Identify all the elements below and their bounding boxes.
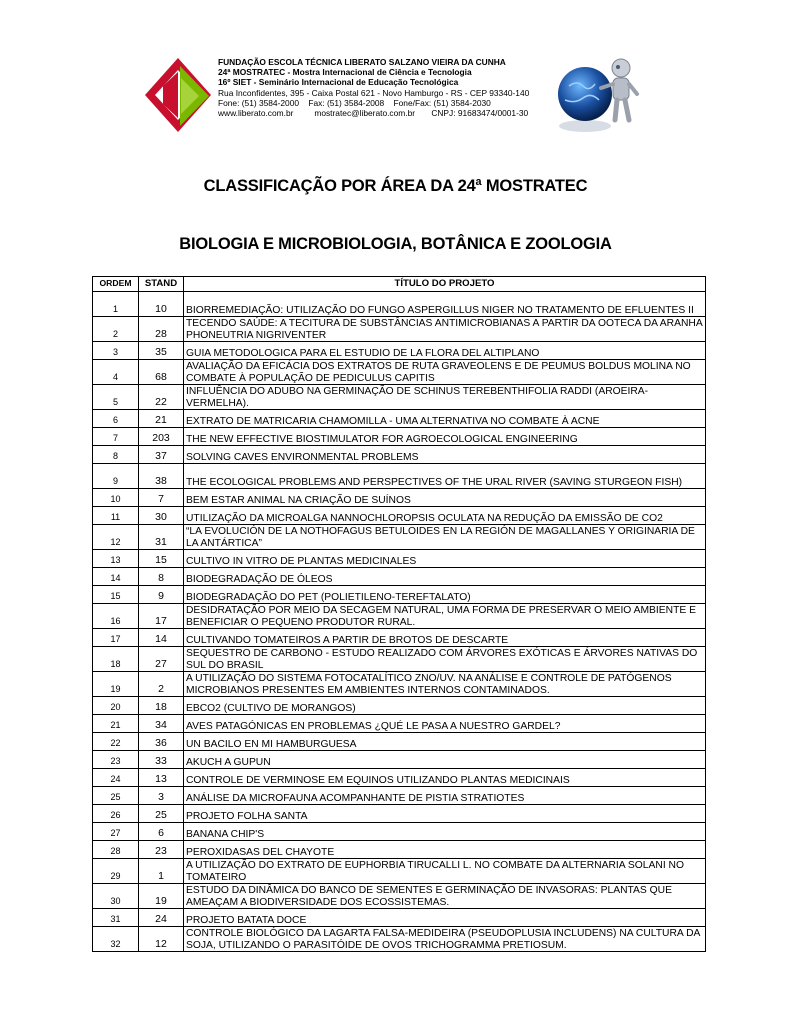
stand-cell: 36 xyxy=(139,733,184,751)
ordem-cell: 24 xyxy=(93,769,139,787)
ordem-cell: 27 xyxy=(93,823,139,841)
title-cell: GUIA METODOLOGICA PARA EL ESTUDIO DE LA FLORA DEL ALTIPLANO xyxy=(184,342,706,360)
ordem-cell: 18 xyxy=(93,647,139,672)
address: Rua Inconfidentes, 395 - Caixa Postal 621 - Novo Hamburgo - RS - CEP 93340-140 xyxy=(218,87,530,98)
table-row xyxy=(93,769,706,787)
ordem-cell: 13 xyxy=(93,550,139,568)
ordem-cell: 7 xyxy=(93,428,139,446)
ordem-cell: 6 xyxy=(93,410,139,428)
table-row xyxy=(93,672,706,697)
ordem-cell: 20 xyxy=(93,697,139,715)
title-cell: PROJETO FOLHA SANTA xyxy=(184,805,706,823)
stand-cell: 1 xyxy=(139,859,184,884)
phone: Fone: (51) 3584-2000 xyxy=(218,97,300,108)
ordem-cell: 25 xyxy=(93,787,139,805)
table-row xyxy=(93,525,706,550)
email: mostratec@liberato.com.br xyxy=(314,108,416,119)
table-row xyxy=(93,385,706,410)
table-row xyxy=(93,489,706,507)
ordem-cell: 29 xyxy=(93,859,139,884)
stand-cell: 22 xyxy=(139,385,184,410)
ordem-cell: 8 xyxy=(93,446,139,464)
ordem-cell: 26 xyxy=(93,805,139,823)
table-row xyxy=(93,586,706,604)
table-row xyxy=(93,823,706,841)
title-cell: A UTILIZAÇÃO DO EXTRATO DE EUPHORBIA TIRUCALLI L. NO COMBATE DA ALTERNARIA SOLANI NO TOMATEIRO xyxy=(184,859,706,884)
stand-cell: 14 xyxy=(139,629,184,647)
stand-cell: 8 xyxy=(139,568,184,586)
table-body xyxy=(93,292,706,952)
table-row xyxy=(93,697,706,715)
title-cell: AVES PATAGÓNICAS EN PROBLEMAS ¿QUÉ LE PASA A NUESTRO GARDEL? xyxy=(184,715,706,733)
stand-cell: 34 xyxy=(139,715,184,733)
table-row xyxy=(93,787,706,805)
ordem-cell: 16 xyxy=(93,604,139,629)
table-row xyxy=(93,507,706,525)
ordem-cell: 2 xyxy=(93,317,139,342)
stand-cell: 12 xyxy=(139,927,184,952)
title-cell: SEQUESTRO DE CARBONO - ESTUDO REALIZADO COM ÁRVORES EXÓTICAS E ÁRVORES NATIVAS DO SUL DO BRASIL xyxy=(184,647,706,672)
stand-cell: 27 xyxy=(139,647,184,672)
title-cell: EBCO2 (CULTIVO DE MORANGOS) xyxy=(184,697,706,715)
table-row xyxy=(93,733,706,751)
stand-cell: 31 xyxy=(139,525,184,550)
title-cell: ANÁLISE DA MICROFAUNA ACOMPANHANTE DE PISTIA STRATIOTES xyxy=(184,787,706,805)
ordem-cell: 1 xyxy=(93,292,139,317)
title-cell: CONTROLE DE VERMINOSE EM EQUINOS UTILIZANDO PLANTAS MEDICINAIS xyxy=(184,769,706,787)
table-row xyxy=(93,550,706,568)
ordem-cell: 5 xyxy=(93,385,139,410)
title-cell: INFLUÊNCIA DO ADUBO NA GERMINAÇÃO DE SCHINUS TEREBENTHIFOLIA RADDI (AROEIRA-VERMELHA). xyxy=(184,385,706,410)
title-cell: A UTILIZAÇÃO DO SISTEMA FOTOCATALÍTICO ZNO/UV. NA ANÁLISE E CONTROLE DE PATÓGENOS MICROBIANOS PRESENTES EM AMBIENTES INTERNOS CONTAMINADOS. xyxy=(184,672,706,697)
title-cell: THE ECOLOGICAL PROBLEMS AND PERSPECTIVES OF THE URAL RIVER (SAVING STURGEON FISH) xyxy=(184,464,706,489)
stand-cell: 7 xyxy=(139,489,184,507)
title-cell: BEM ESTAR ANIMAL NA CRIAÇÃO DE SUÍNOS xyxy=(184,489,706,507)
fax: Fax: (51) 3584-2008 xyxy=(308,97,385,108)
title-cell: BANANA CHIP'S xyxy=(184,823,706,841)
title-cell: PROJETO BATATA DOCE xyxy=(184,909,706,927)
stand-cell: 21 xyxy=(139,410,184,428)
ordem-cell: 30 xyxy=(93,884,139,909)
phone-fax: Fone/Fax: (51) 3584-2030 xyxy=(393,97,491,108)
ordem-cell: 19 xyxy=(93,672,139,697)
title-cell: BIODEGRADAÇÃO DE ÓLEOS xyxy=(184,568,706,586)
table-row xyxy=(93,360,706,385)
ordem-cell: 4 xyxy=(93,360,139,385)
header-titulo: TÍTULO DO PROJETO xyxy=(184,277,706,292)
title-cell: AVALIAÇÃO DA EFICÁCIA DOS EXTRATOS DE RUTA GRAVEOLENS E DE PEUMUS BOLDUS MOLINA NO COMBATE À POPULAÇÃO DE PEDICULUS CAPITIS xyxy=(184,360,706,385)
table-row xyxy=(93,629,706,647)
table-header-row xyxy=(93,277,706,292)
stand-cell: 25 xyxy=(139,805,184,823)
stand-cell: 35 xyxy=(139,342,184,360)
page-title: CLASSIFICAÇÃO POR ÁREA DA 24ª MOSTRATEC xyxy=(203,177,588,195)
globe-robot-icon xyxy=(555,54,643,136)
table-row xyxy=(93,604,706,629)
title-cell: EXTRATO DE MATRICARIA CHAMOMILLA - UMA ALTERNATIVA NO COMBATE À ACNE xyxy=(184,410,706,428)
table-row xyxy=(93,342,706,360)
table-row xyxy=(93,859,706,884)
stand-cell: 2 xyxy=(139,672,184,697)
header-ordem: ORDEM xyxy=(93,277,139,292)
title-cell: DESIDRATAÇÃO POR MEIO DA SECAGEM NATURAL, UMA FORMA DE PRESERVAR O MEIO AMBIENTE E BENEFICIAR O PEQUENO PRODUTOR RURAL. xyxy=(184,604,706,629)
ordem-cell: 9 xyxy=(93,464,139,489)
website: www.liberato.com.br xyxy=(218,108,294,119)
stand-cell: 23 xyxy=(139,841,184,859)
ordem-cell: 17 xyxy=(93,629,139,647)
ordem-cell: 32 xyxy=(93,927,139,952)
stand-cell: 68 xyxy=(139,360,184,385)
web-line xyxy=(218,108,529,118)
title-cell: AKUCH A GUPUN xyxy=(184,751,706,769)
table-row xyxy=(93,715,706,733)
stand-cell: 30 xyxy=(139,507,184,525)
ordem-cell: 15 xyxy=(93,586,139,604)
seminar-name: 16º SIET - Seminário Internacional de Educação Tecnológica xyxy=(218,77,459,88)
stand-cell: 18 xyxy=(139,697,184,715)
classification-table xyxy=(92,276,706,952)
stand-cell: 37 xyxy=(139,446,184,464)
table-row xyxy=(93,751,706,769)
ordem-cell: 10 xyxy=(93,489,139,507)
stand-cell: 3 xyxy=(139,787,184,805)
header-stand: STAND xyxy=(139,277,184,292)
stand-cell: 203 xyxy=(139,428,184,446)
stand-cell: 17 xyxy=(139,604,184,629)
table-row xyxy=(93,884,706,909)
ordem-cell: 31 xyxy=(93,909,139,927)
cnpj: CNPJ: 91683474/0001-30 xyxy=(431,108,529,119)
stand-cell: 38 xyxy=(139,464,184,489)
title-cell: “LA EVOLUCIÓN DE LA NOTHOFAGUS BETULOIDES EN LA REGIÓN DE MAGALLANES Y ORIGINARIA DE LA ANTÁRTICA” xyxy=(184,525,706,550)
area-subtitle: BIOLOGIA E MICROBIOLOGIA, BOTÂNICA E ZOOLOGIA xyxy=(179,235,612,253)
ordem-cell: 12 xyxy=(93,525,139,550)
stand-cell: 6 xyxy=(139,823,184,841)
title-cell: BIODEGRADAÇÃO DO PET (POLIETILENO-TEREFTALATO) xyxy=(184,586,706,604)
title-cell: TECENDO SAÚDE: A TECITURA DE SUBSTÂNCIAS ANTIMICROBIANAS A PARTIR DA OOTECA DA ARANHA PHONEUTRIA NIGRIVENTER xyxy=(184,317,706,342)
ordem-cell: 21 xyxy=(93,715,139,733)
title-cell: UN BACILO EN MI HAMBURGUESA xyxy=(184,733,706,751)
title-cell: CULTIVANDO TOMATEIROS A PARTIR DE BROTOS DE DESCARTE xyxy=(184,629,706,647)
table-row xyxy=(93,446,706,464)
table-row xyxy=(93,568,706,586)
event-name: 24ª MOSTRATEC - Mostra Internacional de Ciência e Tecnologia xyxy=(218,67,472,78)
institution-info xyxy=(218,57,529,118)
title-cell: SOLVING CAVES ENVIRONMENTAL PROBLEMS xyxy=(184,446,706,464)
title-cell: THE NEW EFFECTIVE BIOSTIMULATOR FOR AGROECOLOGICAL ENGINEERING xyxy=(184,428,706,446)
stand-cell: 19 xyxy=(139,884,184,909)
ordem-cell: 3 xyxy=(93,342,139,360)
institution-name: FUNDAÇÃO ESCOLA TÉCNICA LIBERATO SALZANO VIEIRA DA CUNHA xyxy=(218,57,506,67)
ordem-cell: 23 xyxy=(93,751,139,769)
stand-cell: 13 xyxy=(139,769,184,787)
table-row xyxy=(93,464,706,489)
title-cell: BIORREMEDIAÇÃO: UTILIZAÇÃO DO FUNGO ASPERGILLUS NIGER NO TRATAMENTO DE EFLUENTES II xyxy=(184,292,706,317)
title-cell: ESTUDO DA DINÂMICA DO BANCO DE SEMENTES E GERMINAÇÃO DE INVASORAS: PLANTAS QUE AMEAÇAM A BIODIVERSIDADE DOS ECOSSISTEMAS. xyxy=(184,884,706,909)
table-row xyxy=(93,841,706,859)
letterhead xyxy=(143,54,643,136)
ordem-cell: 11 xyxy=(93,507,139,525)
ordem-cell: 14 xyxy=(93,568,139,586)
table-row xyxy=(93,927,706,952)
stand-cell: 15 xyxy=(139,550,184,568)
stand-cell: 9 xyxy=(139,586,184,604)
table-row xyxy=(93,805,706,823)
table-row xyxy=(93,292,706,317)
stand-cell: 24 xyxy=(139,909,184,927)
title-cell: CONTROLE BIOLÓGICO DA LAGARTA FALSA-MEDIDEIRA (PSEUDOPLUSIA INCLUDENS) NA CULTURA DA SOJA, UTILIZANDO O PARASITÓIDE DE OVOS TRICHOGRAMMA PRETIOSUM. xyxy=(184,927,706,952)
stand-cell: 33 xyxy=(139,751,184,769)
table-row xyxy=(93,909,706,927)
stand-cell: 28 xyxy=(139,317,184,342)
title-cell: PEROXIDASAS DEL CHAYOTE xyxy=(184,841,706,859)
table-row xyxy=(93,317,706,342)
phone-line xyxy=(218,98,529,108)
ordem-cell: 28 xyxy=(93,841,139,859)
table-row xyxy=(93,647,706,672)
liberato-logo xyxy=(143,56,213,134)
table-row xyxy=(93,428,706,446)
ordem-cell: 22 xyxy=(93,733,139,751)
stand-cell: 10 xyxy=(139,292,184,317)
title-cell: CULTIVO IN VITRO DE PLANTAS MEDICINALES xyxy=(184,550,706,568)
table-row xyxy=(93,410,706,428)
title-cell: UTILIZAÇÃO DA MICROALGA NANNOCHLOROPSIS OCULATA NA REDUÇÃO DA EMISSÃO DE CO2 xyxy=(184,507,706,525)
